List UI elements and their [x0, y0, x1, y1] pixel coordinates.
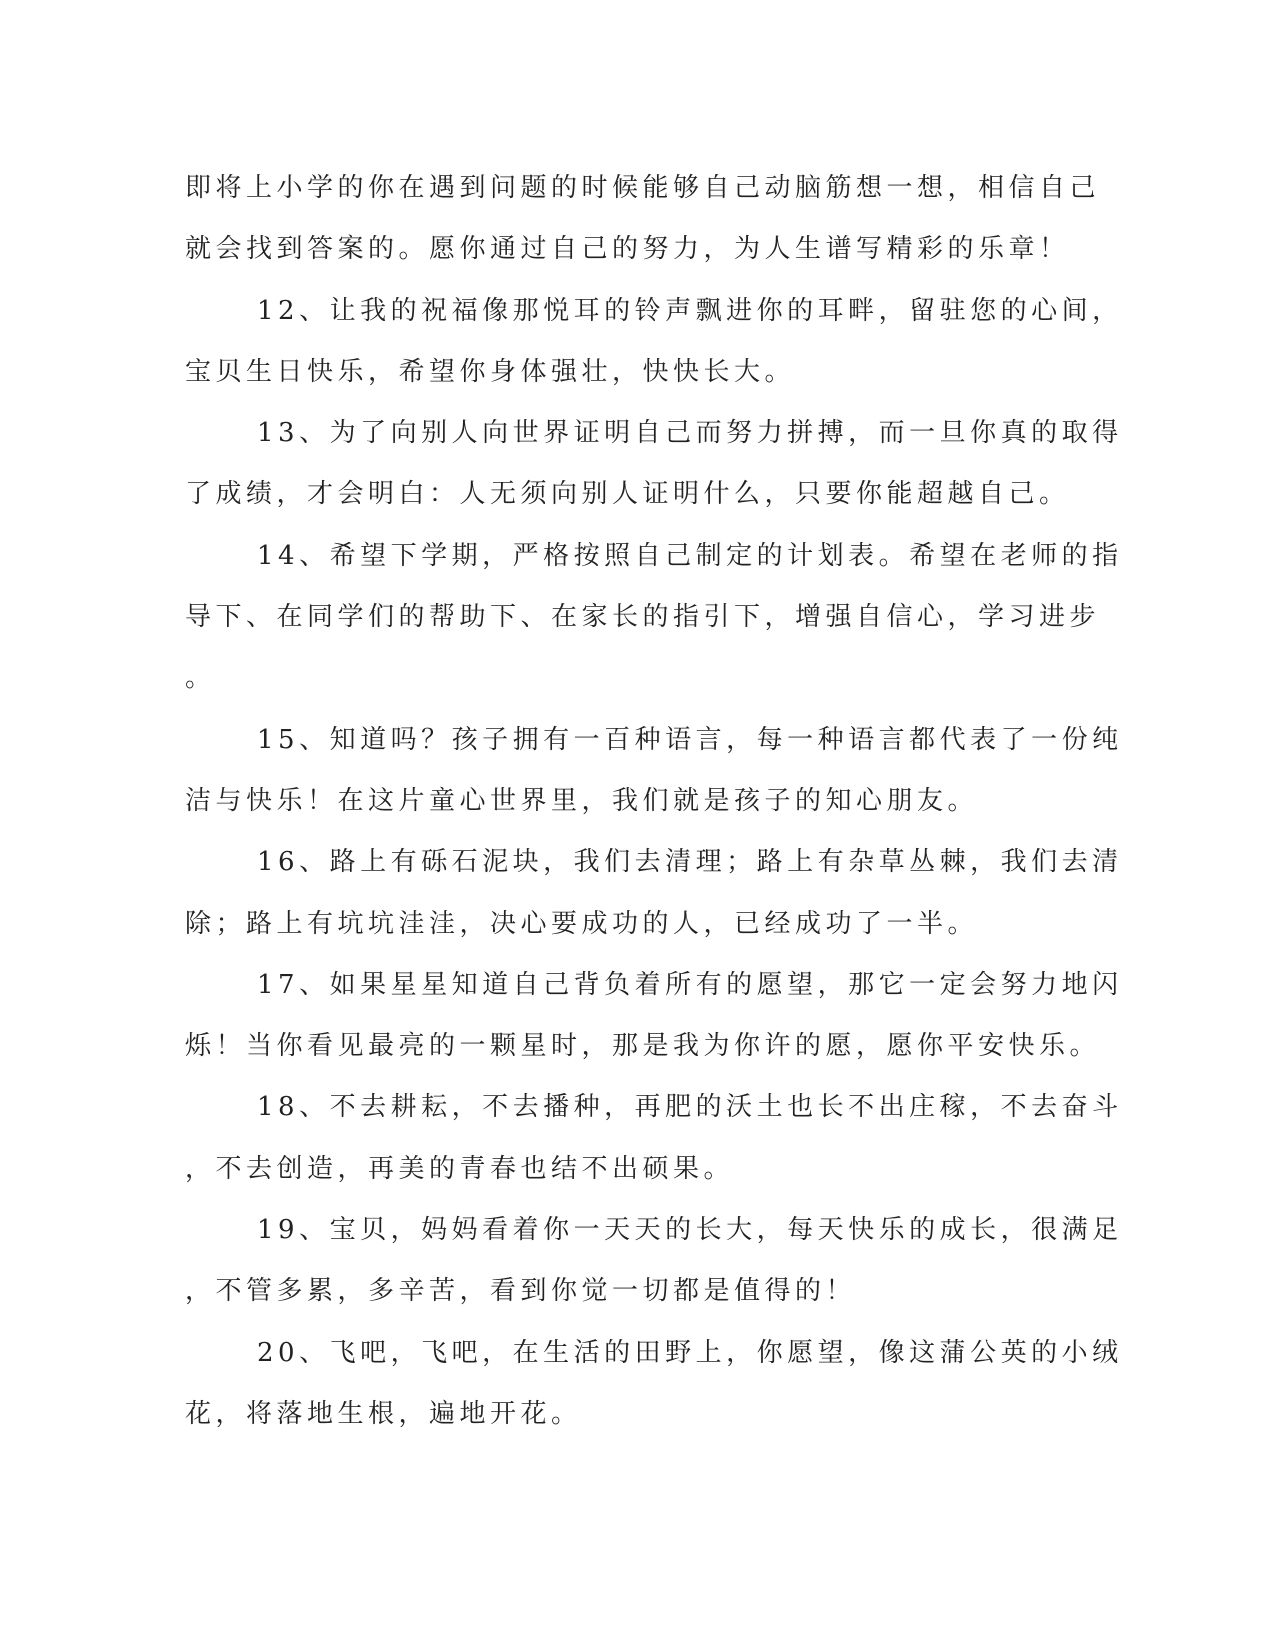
paragraph	[185, 710, 1123, 833]
paragraph	[185, 832, 1123, 955]
text-line: 15、知道吗？孩子拥有一百种语言，每一种语言都代表了一份纯	[257, 724, 1123, 755]
text-line: 导下、在同学们的帮助下、在家长的指引下，增强自信心，学习进步	[185, 602, 1101, 633]
text-line: 宝贝生日快乐，希望你身体强壮，快快长大。	[185, 356, 796, 387]
paragraph	[185, 158, 1101, 281]
paragraph	[185, 1077, 1123, 1200]
text-line: 了成绩，才会明白：人无须向别人证明什么，只要你能超越自己。	[185, 479, 1070, 510]
text-line: 20、飞吧，飞吧，在生活的田野上，你愿望，像这蒲公英的小绒	[257, 1337, 1123, 1368]
paragraph	[185, 1323, 1123, 1446]
text-line: 14、希望下学期，严格按照自己制定的计划表。希望在老师的指	[257, 540, 1123, 571]
text-line: 17、如果星星知道自己背负着所有的愿望，那它一定会努力地闪	[257, 969, 1123, 1000]
text-line: 。	[185, 663, 216, 694]
paragraph	[185, 955, 1123, 1078]
text-line: 即将上小学的你在遇到问题的时候能够自己动脑筋想一想，相信自己	[185, 173, 1101, 203]
text-line: 洁与快乐！在这片童心世界里，我们就是孩子的知心朋友。	[185, 785, 979, 816]
text-line: 13、为了向别人向世界证明自己而努力拼搏，而一旦你真的取得	[257, 418, 1123, 449]
text-line: 除；路上有坑坑洼洼，决心要成功的人，已经成功了一半。	[185, 908, 979, 939]
document-body	[185, 158, 1123, 1445]
paragraph	[185, 281, 1123, 404]
text-line: ，不去创造，再美的青春也结不出硕果。	[185, 1153, 735, 1184]
text-line: 就会找到答案的。愿你通过自己的努力，为人生谱写精彩的乐章！	[185, 234, 1070, 265]
text-line: 烁！当你看见最亮的一颗星时，那是我为你许的愿，愿你平安快乐。	[185, 1031, 1101, 1062]
text-line: 16、路上有砾石泥块，我们去清理；路上有杂草丛棘，我们去清	[257, 847, 1123, 878]
paragraph	[185, 526, 1123, 710]
paragraph	[185, 1200, 1123, 1323]
paragraph	[185, 403, 1123, 526]
text-line: 花，将落地生根，遍地开花。	[185, 1398, 582, 1429]
text-line: 18、不去耕耘，不去播种，再肥的沃土也长不出庄稼，不去奋斗	[257, 1092, 1123, 1123]
text-line: 19、宝贝，妈妈看着你一天天的长大，每天快乐的成长，很满足	[257, 1215, 1123, 1246]
text-line: ，不管多累，多辛苦，看到你觉一切都是值得的！	[185, 1276, 857, 1307]
text-line: 12、让我的祝福像那悦耳的铃声飘进你的耳畔，留驻您的心间，	[257, 295, 1123, 326]
